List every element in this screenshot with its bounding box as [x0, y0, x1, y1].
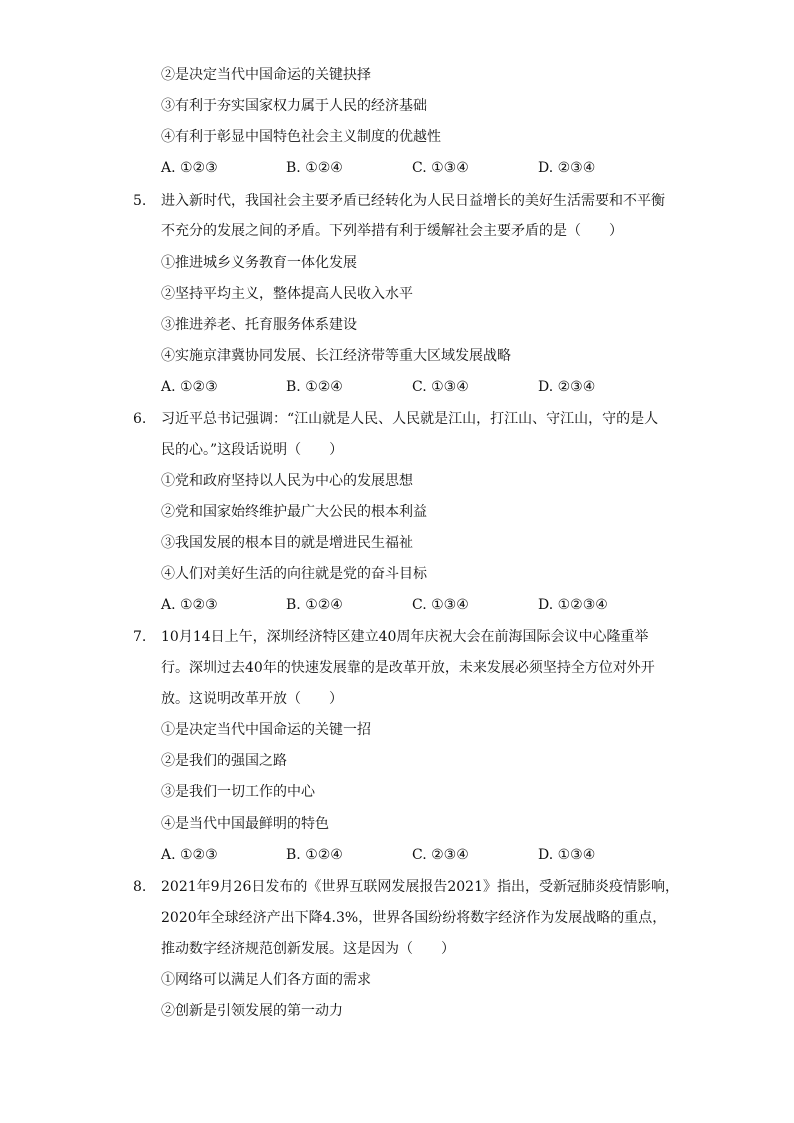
q4-item-4: ④有利于彰显中国特色社会主义制度的优越性 [161, 129, 441, 145]
q8-stem-line-2: 2020年全球经济产出下降4.3%，世界各国纷纷将数字经济作为发展战略的重点， [161, 910, 667, 926]
q7-item-1: ①是决定当代中国命运的关键一招 [161, 722, 371, 738]
q4-item-2: ②是决定当代中国命运的关键抉择 [161, 67, 371, 83]
q6-number: 6. [133, 411, 147, 427]
q7-option-c[interactable]: C. ②③④ [412, 847, 469, 863]
q8-item-2: ②创新是引领发展的第一动力 [161, 1003, 343, 1019]
q6-stem-line-2: 民的心。”这段话说明（ ） [161, 442, 344, 458]
q8-item-1: ①网络可以满足人们各方面的需求 [161, 972, 371, 988]
q7-option-b[interactable]: B. ①②④ [286, 847, 343, 863]
q7-item-2: ②是我们的强国之路 [161, 753, 287, 769]
q4-option-a[interactable]: A. ①②③ [161, 160, 218, 176]
q5-item-3: ③推进养老、托育服务体系建设 [161, 317, 357, 333]
q4-option-d[interactable]: D. ②③④ [538, 160, 596, 176]
q4-option-b[interactable]: B. ①②④ [286, 160, 343, 176]
q7-stem-line-3: 放。这说明改革开放（ ） [161, 691, 343, 707]
q5-stem-line-2: 不充分的发展之间的矛盾。下列举措有利于缓解社会主要矛盾的是（ ） [161, 223, 623, 239]
q6-option-d[interactable]: D. ①②③④ [538, 597, 608, 613]
q6-item-3: ③我国发展的根本目的就是增进民生福祉 [161, 535, 413, 551]
q6-item-1: ①党和政府坚持以人民为中心的发展思想 [161, 473, 413, 489]
q5-item-4: ④实施京津冀协同发展、长江经济带等重大区域发展战略 [161, 348, 511, 364]
q8-stem-line-3: 推动数字经济规范创新发展。这是因为（ ） [161, 941, 455, 957]
q5-option-b[interactable]: B. ①②④ [286, 379, 343, 395]
q6-option-a[interactable]: A. ①②③ [161, 597, 218, 613]
q5-option-c[interactable]: C. ①③④ [412, 379, 469, 395]
q6-option-b[interactable]: B. ①②④ [286, 597, 343, 613]
q5-stem-line-1: 进入新时代，我国社会主要矛盾已经转化为人民日益增长的美好生活需要和不平衡 [161, 193, 665, 209]
q6-item-4: ④人们对美好生活的向往就是党的奋斗目标 [161, 566, 427, 582]
q7-item-4: ④是当代中国最鲜明的特色 [161, 816, 329, 832]
q7-option-a[interactable]: A. ①②③ [161, 847, 218, 863]
q5-item-2: ②坚持平均主义，整体提高人民收入水平 [161, 286, 413, 302]
q5-number: 5. [133, 193, 147, 209]
q8-number: 8. [133, 879, 147, 895]
q4-item-3: ③有利于夯实国家权力属于人民的经济基础 [161, 98, 427, 114]
q6-option-c[interactable]: C. ①③④ [412, 597, 469, 613]
q7-stem-line-2: 行。深圳过去40年的快速发展靠的是改革开放，未来发展必须坚持全方位对外开 [161, 660, 655, 676]
q6-item-2: ②党和国家始终维护最广大公民的根本利益 [161, 504, 427, 520]
q5-option-a[interactable]: A. ①②③ [161, 379, 218, 395]
q8-stem-line-1: 2021年9月26日发布的《世界互联网发展报告2021》指出，受新冠肺炎疫情影响， [161, 879, 679, 895]
q6-stem-line-1: 习近平总书记强调：“江山就是人民、人民就是江山，打江山、守江山，守的是人 [161, 411, 659, 427]
q7-option-d[interactable]: D. ①③④ [538, 847, 596, 863]
q5-option-d[interactable]: D. ②③④ [538, 379, 596, 395]
q7-item-3: ③是我们一切工作的中心 [161, 784, 315, 800]
q7-stem-line-1: 10月14日上午，深圳经济特区建立40周年庆祝大会在前海国际会议中心隆重举 [161, 629, 649, 645]
q4-option-c[interactable]: C. ①③④ [412, 160, 469, 176]
q7-number: 7. [133, 629, 147, 645]
q5-item-1: ①推进城乡义务教育一体化发展 [161, 255, 357, 271]
